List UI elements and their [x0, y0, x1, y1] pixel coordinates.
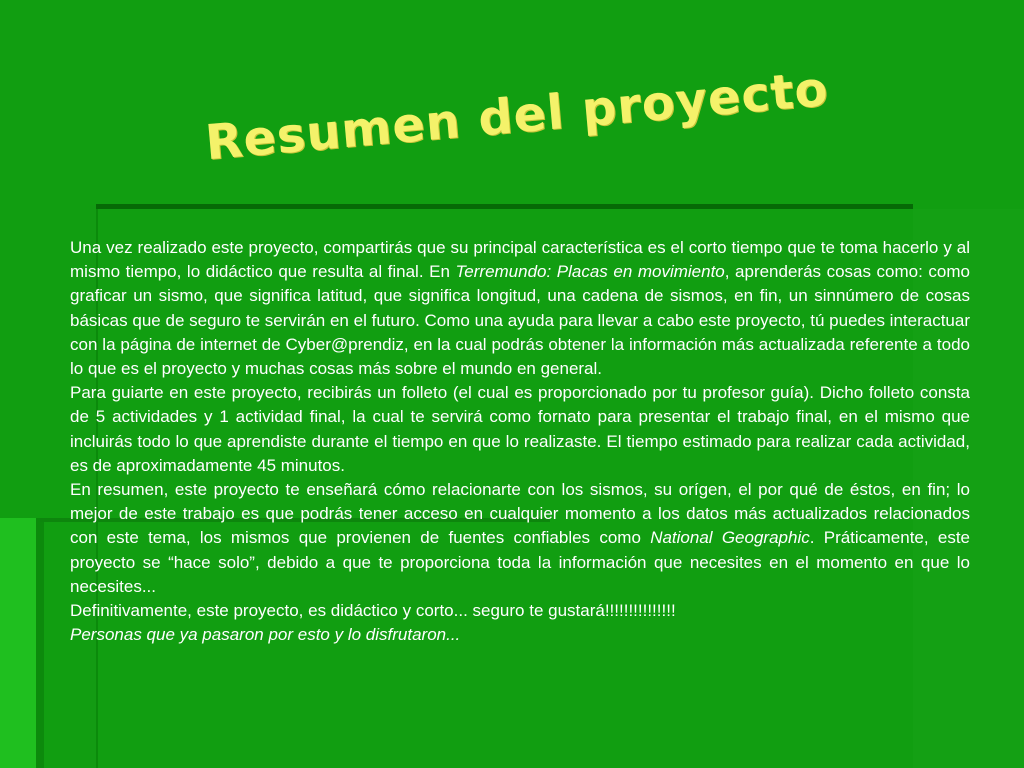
paragraph-testimonial: Personas que ya pasaron por esto y lo disfrutaron... [70, 625, 461, 645]
background-horizontal-line [96, 204, 913, 209]
paragraph-intro [70, 236, 970, 381]
paragraph-intro-text-b: , aprenderás cosas como: como graficar un sismo, que significa latitud, que significa longitud, una cadena de sismos, en fin, un sinnúmero de cosas básicas que de seguro te servirán en el futuro. Como una ayuda para llevar a cabo este proyecto, tú puedes interactuar con la página de internet de Cyber@prendiz, en la cual podrás obtener la información más actualizada referente a todo lo que es el proyecto y muchas cosas más sobre el mundo en general. [70, 262, 970, 379]
project-name: Terremundo: Placas en movimiento [455, 262, 725, 282]
background-left-band [0, 518, 40, 768]
paragraph-conclusion: Definitivamente, este proyecto, es didáctico y corto... seguro te gustará!!!!!!!!!!!!!!! [70, 601, 676, 621]
paragraph-summary-text-b: . Práticamente, este proyecto se “hace solo”, debido a que te proporciona toda la información que necesites en el momento en que lo necesites... [70, 528, 971, 596]
slide-title: Resumen del proyecto [203, 60, 831, 172]
paragraph-summary [70, 478, 970, 599]
paragraph-summary-text-a: En resumen, este proyecto te enseñará cómo relacionarte con los sismos, su orígen, el por qué de éstos, en fin; lo mejor de este trabajo es que podrás tener acceso en cualquier momento a los datos más actualizados relacionados con este tema, los mismos que provienen de fuentes confiables como [70, 480, 970, 548]
source-name: National Geographic [650, 528, 810, 548]
slide-body [70, 236, 970, 647]
background-left-band-edge [36, 518, 44, 768]
paragraph-guide: Para guiarte en este proyecto, recibirás un folleto (el cual es proporcionado por tu profesor guía). Dicho folleto consta de 5 actividades y 1 actividad final, la cual te servirá como fornato para presentar el trabajo final, en el mismo que incluirás todo lo que aprendiste durante el tiempo en que lo realizaste. El tiempo estimado para realizar cada actividad, es de aproximadamente 45 minutos. [70, 383, 970, 475]
paragraph-intro-text-a: Una vez realizado este proyecto, compartirás que su principal característica es el corto tiempo que te toma hacerlo y al mismo tiempo, lo didáctico que resulta al final. En [70, 238, 970, 282]
